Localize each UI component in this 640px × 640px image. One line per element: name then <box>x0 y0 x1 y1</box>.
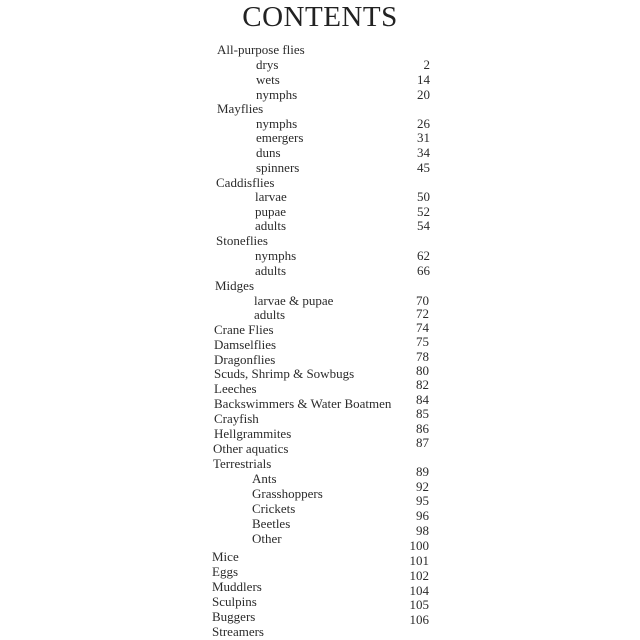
toc-section-heading: Mayflies <box>217 101 264 116</box>
toc-page-number: 105 <box>409 597 429 612</box>
toc-page-number: 86 <box>416 421 429 436</box>
toc-page-number: 54 <box>417 218 430 233</box>
toc-section-heading: Terrestrials <box>213 456 272 471</box>
toc-entry-label: nymphs <box>255 248 297 263</box>
toc-entry-label: Hellgrammites <box>214 426 292 441</box>
toc-page-number: 92 <box>416 479 429 494</box>
toc-page-number: 89 <box>416 464 429 479</box>
toc-page-number: 45 <box>417 160 430 175</box>
toc-page-number: 96 <box>416 508 429 523</box>
toc-entry-label: Dragonflies <box>214 352 276 367</box>
toc-section-heading: Stoneflies <box>216 233 268 248</box>
toc-entry-label: Crickets <box>252 501 296 516</box>
toc-entry-label: duns <box>256 145 281 160</box>
toc-page-number: 14 <box>417 72 430 87</box>
toc-page-number: 104 <box>409 583 429 598</box>
toc-entry-label: pupae <box>255 204 287 219</box>
toc-entry-label: Mice <box>212 549 239 564</box>
toc-page-number: 34 <box>417 145 430 160</box>
toc-page-number: 102 <box>409 568 429 583</box>
toc-page-number: 95 <box>416 493 429 508</box>
toc-entry-label: Other <box>252 531 282 546</box>
toc-page-number: 82 <box>416 377 429 392</box>
toc-page-number: 70 <box>416 293 429 308</box>
toc-section-heading: Caddisflies <box>216 175 275 190</box>
toc-entry-label: Sculpins <box>212 594 257 609</box>
toc-entry-label: Leeches <box>214 381 257 396</box>
toc-entry-label: Scuds, Shrimp & Sowbugs <box>214 366 355 381</box>
toc-page-number: 80 <box>416 363 429 378</box>
toc-entry-label: Eggs <box>212 564 238 579</box>
toc-page-number: 50 <box>417 189 430 204</box>
toc-entry-label: wets <box>256 72 280 87</box>
toc-section-heading: Midges <box>215 278 254 293</box>
toc-entry-label: Streamers <box>212 624 264 639</box>
toc-entry-label: Beetles <box>252 516 291 531</box>
toc-entry-label: Crane Flies <box>214 322 274 337</box>
toc-page-number: 2 <box>423 57 430 72</box>
toc-entry-label: adults <box>255 218 287 233</box>
toc-entry-label: larvae <box>255 189 287 204</box>
toc-page-number: 101 <box>409 553 429 568</box>
toc-entry-label: adults <box>255 263 287 278</box>
toc-entry-label: Buggers <box>212 609 256 624</box>
toc-page-number: 87 <box>416 435 429 450</box>
toc-page-number: 74 <box>416 320 429 335</box>
toc-entry-label: nymphs <box>256 116 298 131</box>
toc-entry-label: Muddlers <box>212 579 262 594</box>
toc-page-number: 106 <box>409 612 429 627</box>
toc-entry-label: larvae & pupae <box>254 293 334 308</box>
toc-page-number: 31 <box>417 130 430 145</box>
toc-page-number: 26 <box>417 116 430 131</box>
toc-section-heading: All-purpose flies <box>217 42 305 57</box>
toc-entry-label: Grasshoppers <box>252 486 323 501</box>
toc-entry-label: Other aquatics <box>213 441 289 456</box>
toc-page-number: 72 <box>416 306 429 321</box>
toc-page-number: 98 <box>416 523 429 538</box>
toc-entry-label: nymphs <box>256 87 298 102</box>
page-title: CONTENTS <box>242 1 398 33</box>
toc-entry-label: Damselflies <box>214 337 277 352</box>
toc-entry-label: Crayfish <box>214 411 259 426</box>
toc-entry-label: Ants <box>252 471 277 486</box>
toc-page-number: 52 <box>417 204 430 219</box>
toc-entry-label: emergers <box>256 130 304 145</box>
toc-entry-label: drys <box>256 57 279 72</box>
toc-page-number: 78 <box>416 349 429 364</box>
toc-page-number: 85 <box>416 406 429 421</box>
toc-page-number: 62 <box>417 248 430 263</box>
toc-entry-label: adults <box>254 307 286 322</box>
toc-page-number: 100 <box>409 538 429 553</box>
toc-page-number: 75 <box>416 334 429 349</box>
toc-page-number: 84 <box>416 392 429 407</box>
toc-page-number: 20 <box>417 87 430 102</box>
toc-entry-label: spinners <box>256 160 300 175</box>
toc-page-number: 66 <box>417 263 430 278</box>
toc-entry-label: Backswimmers & Water Boatmen <box>214 396 392 411</box>
